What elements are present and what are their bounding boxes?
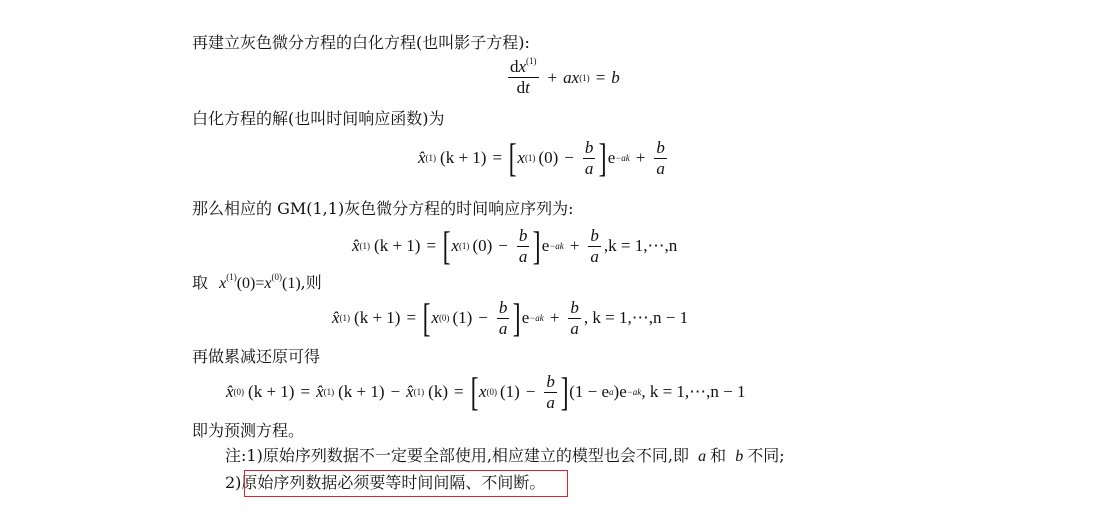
- fraction-dx-dt: $\frac{dx^{(1)}}{dt}$: [510, 56, 537, 97]
- text-note-1: 注:1)原始序列数据不一定要全部使用,相应建立的模型也会不同,即 a 和 b 不同;: [225, 446, 785, 465]
- text-inverse-accumulation: 再做累减还原可得: [192, 347, 321, 366]
- text-gm11-sequence-intro: 那么相应的 GM(1,1)灰色微分方程的时间响应序列为:: [192, 199, 574, 218]
- text-note-2: 2)原始序列数据必须要等时间间隔、不间断。: [225, 473, 546, 492]
- text-solution-intro: 白化方程的解(也叫时间响应函数)为: [192, 109, 445, 128]
- text-prediction-equation: 即为预测方程。: [192, 421, 305, 440]
- equation-time-response-function: x̂ (1) (k + 1) = [ x (1) (0) − $\frac{b}{a}$ ] e −ak + $\frac{b}{a}$: [418, 135, 665, 180]
- text-initial-condition: 取 $x^{(1)}(0)=x^{(0)}(1)$,则: [192, 272, 322, 292]
- equation-prediction: x̂ (0) (k + 1) = x̂ (1) (k + 1) − x̂ (1) (k) = [ x (0) (1) − $\frac{b}{a}$ ] (1 − e a ) e −ak , k = 1,⋯,n − 1: [226, 369, 746, 414]
- highlight-box: [244, 470, 568, 497]
- text-whitening-equation-intro: 再建立灰色微分方程的白化方程(也叫影子方程):: [192, 33, 530, 52]
- equation-time-response-initial: x̂ (1) (k + 1) = [ x (0) (1) − $\frac{b}{a}$ ] e −ak + $\frac{b}{a}$ , k = 1,⋯,n − 1: [332, 295, 689, 340]
- highlighted-note-text: 原始序列数据必须要等时间间隔、不间断。: [241, 473, 546, 492]
- equation-whitening: $\frac{dx^{(1)}}{dt}$ + a x (1) = b: [510, 56, 620, 97]
- equation-time-response-sequence: x̂ (1) (k + 1) = [ x (1) (0) − $\frac{b}{a}$ ] e −ak + $\frac{b}{a}$ ,k = 1,⋯,n: [352, 223, 678, 268]
